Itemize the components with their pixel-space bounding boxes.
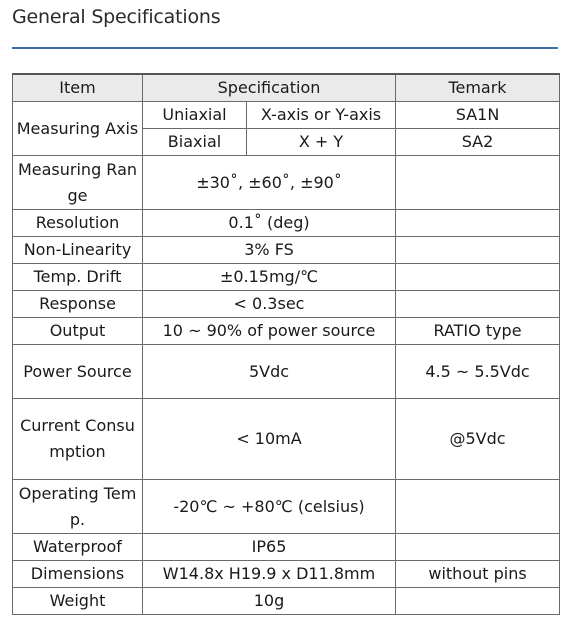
biaxial-label: Biaxial bbox=[143, 129, 247, 156]
output-label: Output bbox=[13, 318, 143, 345]
table-row bbox=[13, 588, 560, 615]
uniaxial-remark: SA1N bbox=[396, 102, 560, 129]
non-linearity-spec: 3% FS bbox=[143, 237, 396, 264]
response-spec: < 0.3sec bbox=[143, 291, 396, 318]
page-title: General Specifications bbox=[12, 6, 221, 28]
dimensions-spec: W14.8x H19.9 x D11.8mm bbox=[143, 561, 396, 588]
power-source-label: Power Source bbox=[13, 345, 143, 399]
header-specification: Specification bbox=[143, 74, 396, 102]
current-consumption-label: Current Consumption bbox=[13, 399, 143, 480]
specifications-table bbox=[12, 73, 560, 615]
uniaxial-spec: X-axis or Y-axis bbox=[247, 102, 396, 129]
non-linearity-label: Non-Linearity bbox=[13, 237, 143, 264]
table-row bbox=[13, 291, 560, 318]
table-row bbox=[13, 534, 560, 561]
table-row bbox=[13, 480, 560, 534]
biaxial-spec: X + Y bbox=[247, 129, 396, 156]
resolution-spec: 0.1˚ (deg) bbox=[143, 210, 396, 237]
output-spec: 10 ~ 90% of power source bbox=[143, 318, 396, 345]
power-source-remark: 4.5 ~ 5.5Vdc bbox=[396, 345, 560, 399]
measuring-range-remark bbox=[396, 156, 560, 210]
table-row bbox=[13, 102, 560, 129]
current-consumption-remark: @5Vdc bbox=[396, 399, 560, 480]
response-remark bbox=[396, 291, 560, 318]
header-item: Item bbox=[13, 74, 143, 102]
output-remark: RATIO type bbox=[396, 318, 560, 345]
operating-temp-spec: -20℃ ~ +80℃ (celsius) bbox=[143, 480, 396, 534]
header-remark: Temark bbox=[396, 74, 560, 102]
temp-drift-remark bbox=[396, 264, 560, 291]
weight-remark bbox=[396, 588, 560, 615]
table-row bbox=[13, 318, 560, 345]
table-row bbox=[13, 561, 560, 588]
waterproof-remark bbox=[396, 534, 560, 561]
response-label: Response bbox=[13, 291, 143, 318]
power-source-spec: 5Vdc bbox=[143, 345, 396, 399]
measuring-range-spec: ±30˚, ±60˚, ±90˚ bbox=[143, 156, 396, 210]
biaxial-remark: SA2 bbox=[396, 129, 560, 156]
table-row bbox=[13, 399, 560, 480]
operating-temp-remark bbox=[396, 480, 560, 534]
dimensions-remark: without pins bbox=[396, 561, 560, 588]
temp-drift-label: Temp. Drift bbox=[13, 264, 143, 291]
table-header-row bbox=[13, 74, 560, 102]
table-row bbox=[13, 345, 560, 399]
temp-drift-spec: ±0.15mg/℃ bbox=[143, 264, 396, 291]
resolution-remark bbox=[396, 210, 560, 237]
table-row bbox=[13, 264, 560, 291]
measuring-range-label: Measuring Range bbox=[13, 156, 143, 210]
current-consumption-spec: < 10mA bbox=[143, 399, 396, 480]
non-linearity-remark bbox=[396, 237, 560, 264]
table-row bbox=[13, 237, 560, 264]
waterproof-spec: IP65 bbox=[143, 534, 396, 561]
dimensions-label: Dimensions bbox=[13, 561, 143, 588]
table-row bbox=[13, 156, 560, 210]
weight-spec: 10g bbox=[143, 588, 396, 615]
title-divider bbox=[12, 47, 558, 49]
weight-label: Weight bbox=[13, 588, 143, 615]
operating-temp-label: Operating Temp. bbox=[13, 480, 143, 534]
measuring-axis-label: Measuring Axis bbox=[13, 102, 143, 156]
waterproof-label: Waterproof bbox=[13, 534, 143, 561]
table-row bbox=[13, 210, 560, 237]
resolution-label: Resolution bbox=[13, 210, 143, 237]
uniaxial-label: Uniaxial bbox=[143, 102, 247, 129]
